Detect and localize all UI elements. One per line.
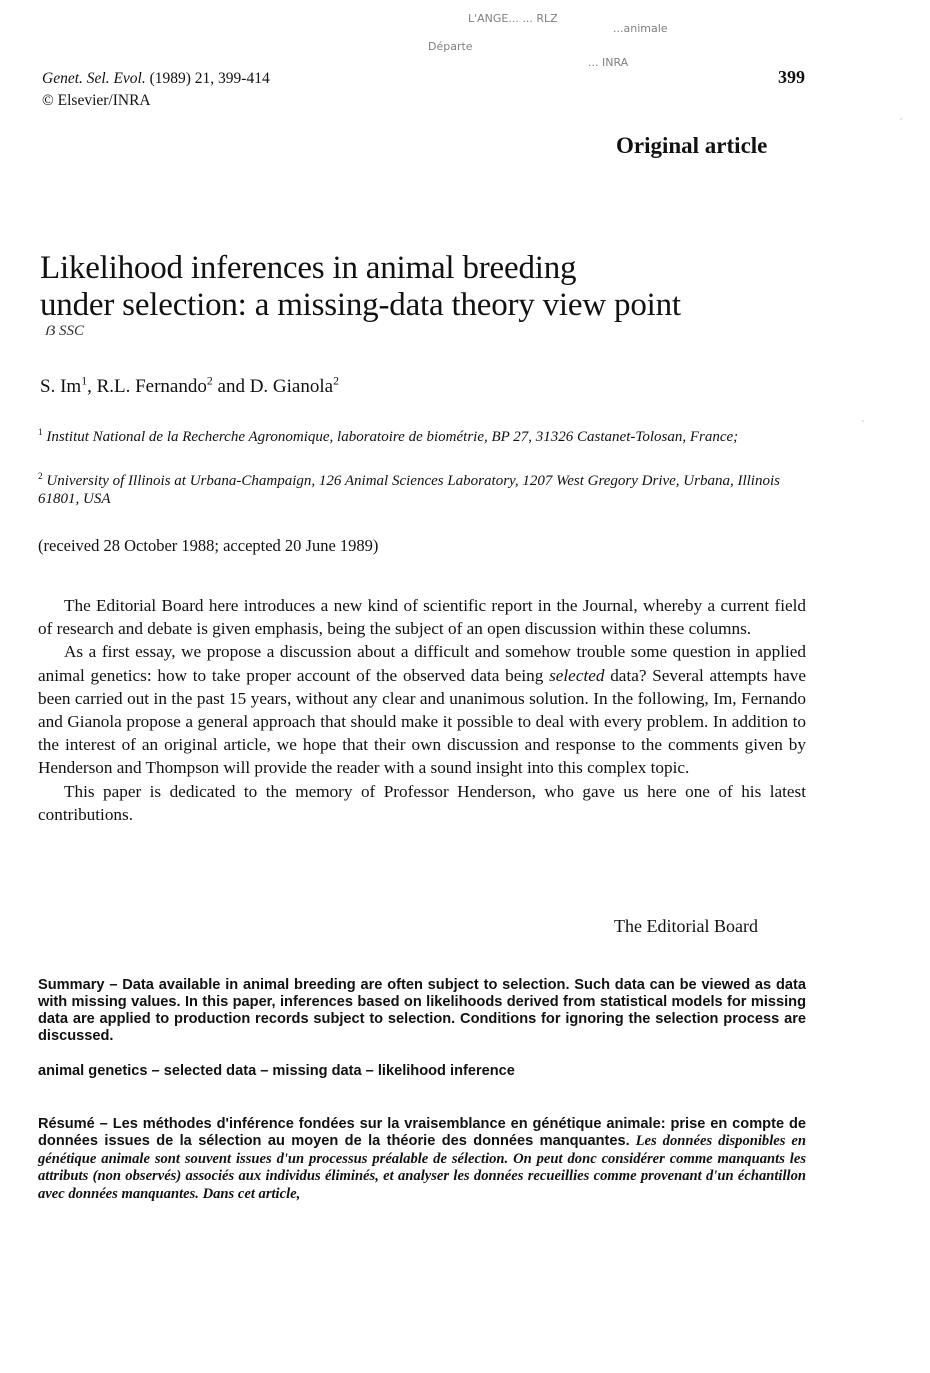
handwritten-mark: ẞ SSC	[45, 323, 85, 339]
intro-emphasis: selected	[549, 665, 605, 685]
affiliation	[38, 472, 814, 508]
copyright-line: © Elsevier/INRA	[42, 92, 151, 109]
affiliation-number: 1	[38, 428, 43, 438]
summary-text: – Data available in animal breeding are often subject to selection. Such data can be viewed as data with missing values. In this paper, inferences based on likelihoods derived from statistical models for missing data are applied to production records subject to selection. Conditions for ignoring the selection process are discussed.	[38, 977, 806, 1044]
affiliation-marker: 2	[333, 374, 339, 388]
scan-speck	[862, 420, 864, 422]
title-line: Likelihood inferences in animal breeding	[40, 250, 577, 286]
author-name: D. Gianola	[249, 376, 334, 397]
affiliation	[38, 428, 814, 446]
resume-body: Les données disponibles en génétique animale sont souvent issues d'un processus préalable de sélection. On peut donc considérer comme manquants les attributs (non observés) associés aux individus éliminés, et analyser les données recueillies comme provenant d'un échantillon avec données manquantes. Dans cet article,	[38, 1133, 806, 1202]
stamp-line: ...animale	[613, 22, 668, 35]
affiliation-text: Institut National de la Recherche Agronomique, laboratoire de biométrie, BP 27, 31326 Castanet-Tolosan, France;	[46, 429, 739, 445]
stamp-line: Départe	[428, 40, 473, 53]
resume-abstract	[38, 1116, 806, 1203]
intro-paragraph: This paper is dedicated to the memory of Professor Henderson, who gave us here one of his latest contributions.	[38, 781, 806, 824]
journal-details: (1989) 21, 399-414	[149, 70, 270, 87]
affiliation-marker: 2	[206, 374, 213, 388]
author-list	[40, 376, 339, 398]
library-stamp	[428, 4, 728, 84]
paper-title	[40, 250, 840, 324]
editorial-signature: The Editorial Board	[614, 916, 758, 936]
page-number: 399	[778, 67, 805, 87]
intro-text: data? Several attempts have been carried out in the past 15 years, without any clear and unanimous solution. In the following, Im, Fernando and Gianola propose a general approach that should make it possible to deal with every problem. In addition to the interest of an original article, we hope that their own discussion and response to the comments given by Henderson and Thompson will provide the reader with a sound insight into this complex topic.	[38, 665, 806, 778]
summary-label: Summary	[38, 977, 105, 993]
scan-speck	[900, 118, 902, 120]
editorial-introduction	[38, 594, 806, 826]
intro-paragraph: The Editorial Board here introduces a new kind of scientific report in the Journal, whereby a current field of research and debate is given emphasis, being the subject of an open discussion within these columns.	[38, 596, 806, 639]
summary-abstract	[38, 977, 806, 1045]
keywords: animal genetics – selected data – missing data – likelihood inference	[38, 1063, 515, 1079]
affiliation-marker: 1	[81, 374, 88, 388]
article-type: Original article	[616, 133, 768, 158]
received-dates: (received 28 October 1988; accepted 20 June 1989)	[38, 536, 379, 555]
title-line: under selection: a missing-data theory view point	[40, 287, 681, 323]
stamp-line: L'ANGE... ... RLZ	[468, 12, 558, 25]
journal-name: Genet. Sel. Evol.	[42, 70, 146, 87]
resume-title: Résumé – Les méthodes d'inférence fondées sur la vraisemblance en génétique animale: prise en compte de données issues de la sélection au moyen de la théorie des données manquantes.	[38, 1116, 806, 1150]
intro-paragraph	[38, 640, 806, 779]
affiliation-number: 2	[38, 472, 43, 482]
intro-text: As a first essay, we propose a discussion about a difficult and somehow trouble some question in applied animal genetics: how to take proper account of the observed data being	[38, 642, 806, 685]
affiliation-text: University of Illinois at Urbana-Champaign, 126 Animal Sciences Laboratory, 1207 West Gregory Drive, Urbana, Illinois 61801, USA	[38, 473, 780, 507]
author-separator: and	[212, 376, 250, 397]
stamp-line: ... INRA	[588, 56, 629, 69]
author-name: S. Im	[40, 376, 82, 397]
author-separator: ,	[87, 376, 97, 397]
journal-header	[42, 68, 270, 112]
journal-citation-line	[42, 68, 270, 90]
author-name: R.L. Fernando	[96, 376, 207, 397]
